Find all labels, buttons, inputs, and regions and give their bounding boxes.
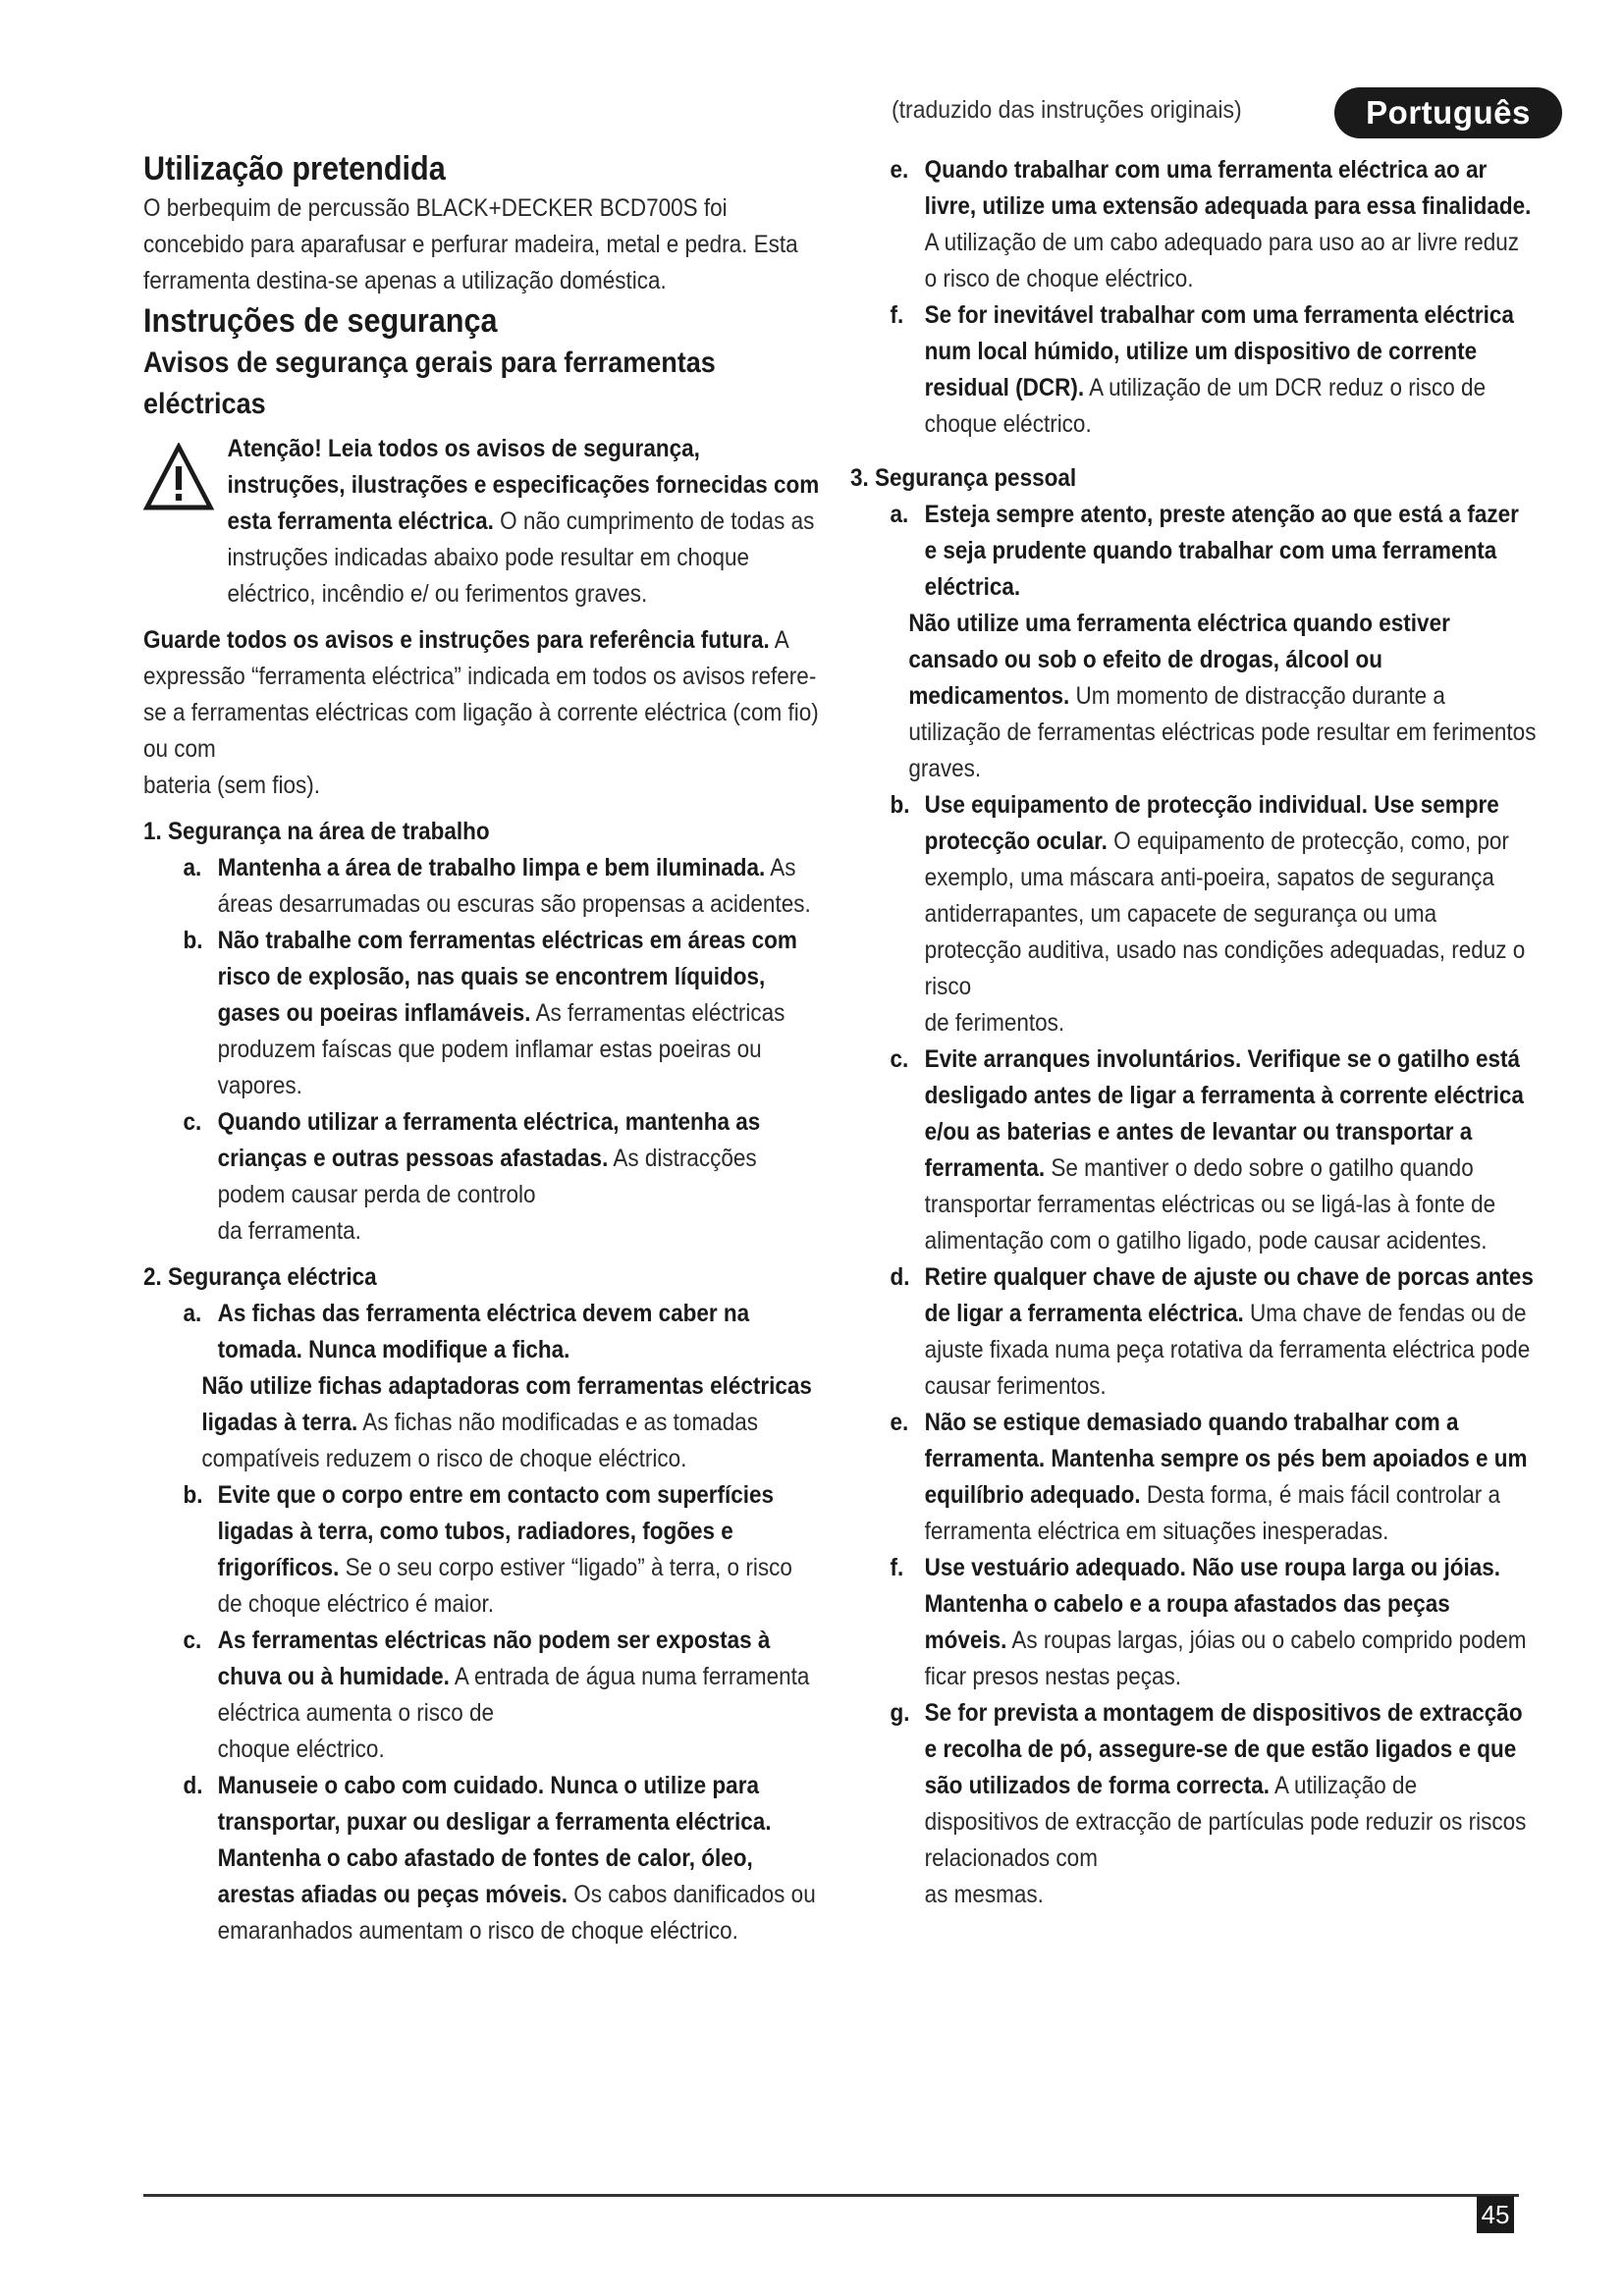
intended-use-title: Utilização pretendida [143, 150, 446, 187]
warning-bold: Atenção! Leia todos os avisos de segurança, instruções, ilustrações e especificações fornecidas com esta ferramenta eléctrica. [227, 435, 820, 535]
item-bold: Evite arranques involuntários. Verifique se o gatilho está desligado antes de ligar a ferramenta à corrente eléctrica e/ou as baterias e antes de levantar ou transportar a ferramenta. [924, 1045, 1524, 1182]
list-item [891, 1259, 1538, 1405]
item-label: e. [890, 1409, 909, 1436]
list-item [184, 1477, 821, 1623]
item-label: b. [890, 791, 910, 819]
item-bold: Não utilize uma ferramenta eléctrica quando estiver cansado ou sob o efeito de drogas, álcool ou medicamentos. [908, 610, 1450, 710]
section-1-title: 1. Segurança na área de trabalho [143, 818, 490, 845]
item-bold: Não utilize fichas adaptadoras com ferramentas eléctricas ligadas à terra. [201, 1372, 812, 1436]
translation-note: (traduzido das instruções originais) [892, 96, 1242, 124]
item-bold: Use vestuário adequado. Não use roupa larga ou jóias. Mantenha o cabelo e a roupa afastados das peças móveis. [924, 1554, 1501, 1654]
item-bold: Quando utilizar a ferramenta eléctrica, mantenha as crianças e outras pessoas afastadas. [217, 1108, 761, 1172]
keep-instructions [143, 622, 820, 804]
list-item [891, 787, 1538, 1041]
item-bold: Não trabalhe com ferramentas eléctricas em áreas com risco de explosão, nas quais se encontrem líquidos, gases ou poeiras inflamáveis. [217, 927, 797, 1027]
item-bold: Use equipamento de protecção individual. Use sempre protecção ocular. [924, 791, 1499, 855]
list-item [184, 1623, 821, 1768]
item-text: A utilização de dispositivos de extracção de partículas pode reduzir os riscos relacionados com [924, 1772, 1527, 1872]
safety-title: Instruções de segurança [143, 302, 498, 340]
item-label: b. [183, 927, 203, 954]
list-item [891, 497, 1538, 606]
item-text: As fichas não modificadas e as tomadas compatíveis reduzem o risco de choque eléctrico. [201, 1409, 758, 1472]
item-label: f. [890, 1554, 904, 1581]
item-text: As ferramentas eléctricas produzem faíscas que podem inflamar estas poeiras ou vapores. [217, 999, 785, 1099]
item-bold: Se for prevista a montagem de dispositivos de extracção e recolha de pó, assegure-se de que estão ligados e que são utilizados de forma correcta. [924, 1699, 1523, 1799]
item-bold: Manuseie o cabo com cuidado. Nunca o utilize para transportar, puxar ou desligar a ferramenta eléctrica. Mantenha o cabo afastado de fontes de calor, óleo, arestas afiadas ou peças móveis. [217, 1772, 772, 1908]
section-personal [850, 460, 1537, 1913]
warning-text: O não cumprimento de todas as instruções indicadas abaixo pode resultar em choque eléctrico, incêndio e/ ou ferimentos graves. [227, 507, 815, 608]
list-item [184, 1104, 821, 1250]
item-bold: As ferramentas eléctricas não podem ser expostas à chuva ou à humidade. [217, 1627, 771, 1690]
list-item [891, 152, 1538, 297]
item-text: Uma chave de fendas ou de ajuste fixada numa peça rotativa da ferramenta eléctrica pode [924, 1300, 1531, 1363]
item-bold: Mantenha a área de trabalho limpa e bem iluminada. [217, 854, 766, 881]
warning-block [143, 431, 820, 613]
list-item [184, 1296, 821, 1368]
item-label: c. [183, 1108, 202, 1136]
item-label: g. [890, 1699, 910, 1727]
section-work-area [143, 814, 820, 1250]
item-text: choque eléctrico. [217, 1735, 385, 1763]
section-electrical [143, 1259, 820, 1949]
safety-subtitle: Avisos de segurança gerais para ferramentas eléctricas [143, 347, 716, 420]
item-text: causar ferimentos. [924, 1372, 1107, 1400]
list-item-continuation [891, 606, 1538, 787]
item-text: Se o seu corpo estiver “ligado” à terra, o risco de choque eléctrico é maior. [217, 1554, 792, 1618]
right-column [850, 152, 1538, 1913]
page-number: 45 [1477, 2196, 1514, 2233]
item-text: As roupas largas, jóias ou o cabelo comprido podem ficar presos nestas peças. [924, 1627, 1527, 1690]
item-text: Um momento de distracção durante a utilização de ferramentas eléctricas pode resultar em ferimentos graves. [908, 682, 1537, 782]
left-column [143, 147, 821, 1949]
item-text: Os cabos danificados ou emaranhados aumentam o risco de choque eléctrico. [217, 1881, 816, 1945]
item-label: c. [890, 1045, 909, 1073]
item-label: d. [183, 1772, 203, 1799]
list-item [891, 1550, 1538, 1695]
keep-text-2: bateria (sem fios). [143, 772, 321, 799]
item-text: A entrada de água numa ferramenta eléctrica aumenta o risco de [217, 1663, 810, 1727]
item-text: As áreas desarrumadas ou escuras são propensas a acidentes. [217, 854, 811, 918]
item-text: A utilização de um cabo adequado para uso ao ar livre reduz o risco de choque eléctrico. [924, 229, 1519, 293]
list-item [891, 1405, 1538, 1550]
list-item-continuation [184, 1368, 821, 1477]
item-text: de ferimentos. [924, 1009, 1065, 1037]
item-bold: Se for inevitável trabalhar com uma ferramenta eléctrica num local húmido, utilize um dispositivo de corrente residual (DCR). [924, 301, 1514, 401]
item-text: Se mantiver o dedo sobre o gatilho quando transportar ferramentas eléctricas ou se ligá-las à fonte de alimentação com o gatilho ligado, pode causar acidentes. [924, 1154, 1496, 1255]
list-item [891, 1695, 1538, 1913]
list-item [891, 1041, 1538, 1259]
intended-use-text: O berbequim de percussão BLACK+DECKER BCD700S foi concebido para aparafusar e perfurar madeira, metal e pedra. Esta ferramenta destina-se apenas a utilização doméstica. [143, 194, 798, 294]
item-bold: Esteja sempre atento, preste atenção ao que está a fazer e seja prudente quando trabalhar com uma ferramenta eléctrica. [924, 501, 1519, 601]
item-bold: Quando trabalhar com uma ferramenta eléctrica ao ar livre, utilize uma extensão adequada para essa finalidade. [924, 156, 1532, 220]
item-label: a. [183, 1300, 202, 1327]
item-bold: Evite que o corpo entre em contacto com superfícies ligadas à terra, como tubos, radiadores, fogões e frigoríficos. [217, 1481, 775, 1581]
list-item [184, 850, 821, 923]
item-label: c. [183, 1627, 202, 1654]
item-text: Desta forma, é mais fácil controlar a ferramenta eléctrica em situações inesperadas. [924, 1481, 1501, 1545]
list-item [891, 297, 1538, 443]
item-bold: As fichas das ferramenta eléctrica devem caber na tomada. Nunca modifique a ficha. [217, 1300, 750, 1363]
item-label: e. [890, 156, 909, 184]
section-3-title: 3. Segurança pessoal [850, 464, 1077, 492]
footer-rule [143, 2194, 1519, 2197]
list-item [184, 1768, 821, 1949]
item-bold: Não se estique demasiado quando trabalhar com a ferramenta. Mantenha sempre os pés bem apoiados e um equilíbrio adequado. [924, 1409, 1528, 1509]
item-bold: Retire qualquer chave de ajuste ou chave de porcas antes de ligar a ferramenta eléctrica. [924, 1263, 1534, 1327]
item-label: a. [890, 501, 909, 528]
item-text: O equipamento de protecção, como, por exemplo, uma máscara anti-poeira, sapatos de segurança antiderrapantes, um capacete de segurança ou uma protecção auditiva, usado nas condições adequadas, reduz o risco [924, 828, 1526, 1000]
item-label: b. [183, 1481, 203, 1509]
item-text: A utilização de um DCR reduz o risco de choque eléctrico. [924, 374, 1487, 438]
section-2-title: 2. Segurança eléctrica [143, 1263, 377, 1291]
keep-text: A expressão “ferramenta eléctrica” indicada em todos os avisos refere-se a ferramentas eléctricas com ligação à corrente eléctrica (com fio) ou com [143, 626, 819, 763]
list-item [184, 923, 821, 1104]
language-tab: Português [1334, 87, 1562, 138]
item-label: d. [890, 1263, 910, 1291]
item-text: as mesmas. [924, 1881, 1044, 1908]
warning-triangle-icon [143, 443, 214, 511]
item-label: f. [890, 301, 904, 329]
item-text: As distracções podem causar perda de controlo [217, 1145, 757, 1208]
keep-bold: Guarde todos os avisos e instruções para referência futura. [143, 626, 770, 654]
item-text: da ferramenta. [217, 1217, 361, 1245]
item-label: a. [183, 854, 202, 881]
